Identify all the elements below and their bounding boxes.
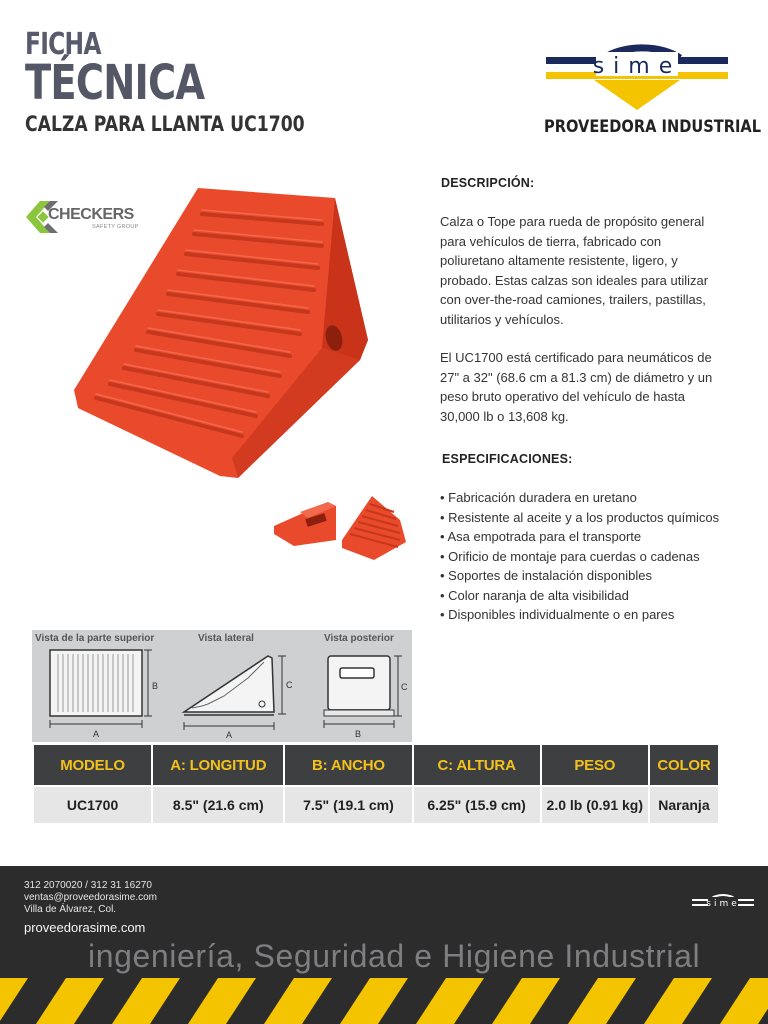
wheel-chock-thumbnails [270, 490, 410, 565]
table-cell: 8.5" (21.6 cm) [153, 785, 283, 823]
column-header: A: LONGITUD [153, 745, 283, 785]
product-title: CALZA PARA LLANTA UC1700 [25, 112, 305, 136]
description-line: probado. Estas calzas son ideales para utilizar [440, 272, 709, 288]
sime-logo-text: sime [592, 54, 682, 79]
table-cell: 2.0 lb (0.91 kg) [542, 785, 648, 823]
list-item: • Disponibles individualmente o en pares [440, 605, 719, 625]
list-item: • Soportes de instalación disponibles [440, 566, 719, 586]
checkers-subtitle: SAFETY GROUP [92, 224, 139, 230]
list-item: • Resistente al aceite y a los productos químicos [440, 508, 719, 528]
list-item: • Fabricación duradera en uretano [440, 488, 719, 508]
technical-drawings [32, 630, 412, 742]
table-cell: 6.25" (15.9 cm) [414, 785, 540, 823]
brand-caption: PROVEEDORA INDUSTRIAL [544, 117, 762, 137]
footer-email[interactable]: ventas@proveedorasime.com [24, 892, 157, 903]
column-header: COLOR [650, 745, 718, 785]
dimension-drawings [32, 630, 412, 742]
rear-view-label: Vista posterior [324, 633, 394, 644]
description-line: utilitarios y vehículos. [440, 311, 564, 327]
dimension-b-top: B [152, 681, 159, 691]
description-line: peso bruto operativo del vehículo de hasta [440, 389, 686, 404]
description-line: poliuretano altamente resistente, ligero, y [440, 253, 678, 268]
table-header-row [34, 745, 718, 785]
dimension-b-rear: B [355, 729, 362, 739]
description-paragraph-1 [440, 212, 740, 329]
document-title [25, 27, 366, 136]
checkers-name: CHECKERS [48, 206, 134, 223]
list-item: • Asa empotrada para el transporte [440, 527, 719, 547]
title-line-1: FICHA [25, 27, 101, 62]
description-line: 27" a 32" (68.6 cm a 81.3 cm) de diámetro y un [440, 369, 713, 385]
footer-website-link[interactable]: proveedorasime.com [24, 920, 146, 935]
footer-tagline: ingeniería, Seguridad e Higiene Industrial [88, 938, 701, 974]
description-line: 30,000 lb o 13,608 kg. [440, 408, 569, 424]
dimension-c-side: C [286, 680, 293, 690]
footer [0, 866, 768, 1024]
footer-sime-logo [690, 888, 756, 916]
description-paragraph-2 [440, 348, 740, 426]
dimension-a-top: A [93, 729, 100, 739]
table-cell: UC1700 [34, 785, 151, 823]
dimensions-table [32, 745, 720, 823]
column-header: MODELO [34, 745, 151, 785]
side-view-label: Vista lateral [198, 633, 254, 644]
list-item: • Color naranja de alta visibilidad [440, 586, 719, 606]
footer-logo-text: sime [706, 899, 740, 909]
specifications-heading: ESPECIFICACIONES: [442, 452, 573, 466]
title-line-2: TÉCNICA [25, 55, 205, 111]
dimension-c-rear: C [401, 682, 408, 692]
description-heading: DESCRIPCIÓN: [441, 176, 535, 190]
column-header: C: ALTURA [414, 745, 540, 785]
specifications-list [440, 488, 719, 625]
table-cell: 7.5" (19.1 cm) [285, 785, 411, 823]
description-line: para vehículos de tierra, fabricado con [440, 233, 662, 249]
table-cell: Naranja [650, 785, 718, 823]
hazard-stripes [0, 978, 768, 1024]
dimension-a-side: A [226, 730, 233, 740]
footer-phones: 312 2070020 / 312 31 16270 [24, 880, 152, 891]
column-header: PESO [542, 745, 648, 785]
top-view-label: Vista de la parte superior [35, 633, 155, 644]
description-line: con over-the-road camiones, trailers, pastillas, [440, 292, 706, 307]
description-line: El UC1700 está certificado para neumáticos de [440, 350, 712, 365]
description-line: Calza o Tope para rueda de propósito general [440, 214, 705, 229]
list-item: • Orificio de montaje para cuerdas o cadenas [440, 547, 719, 567]
wheel-chock-image [60, 180, 380, 480]
footer-city: Villa de Álvarez, Col. [24, 904, 117, 915]
table-row [34, 785, 718, 823]
column-header: B: ANCHO [285, 745, 411, 785]
